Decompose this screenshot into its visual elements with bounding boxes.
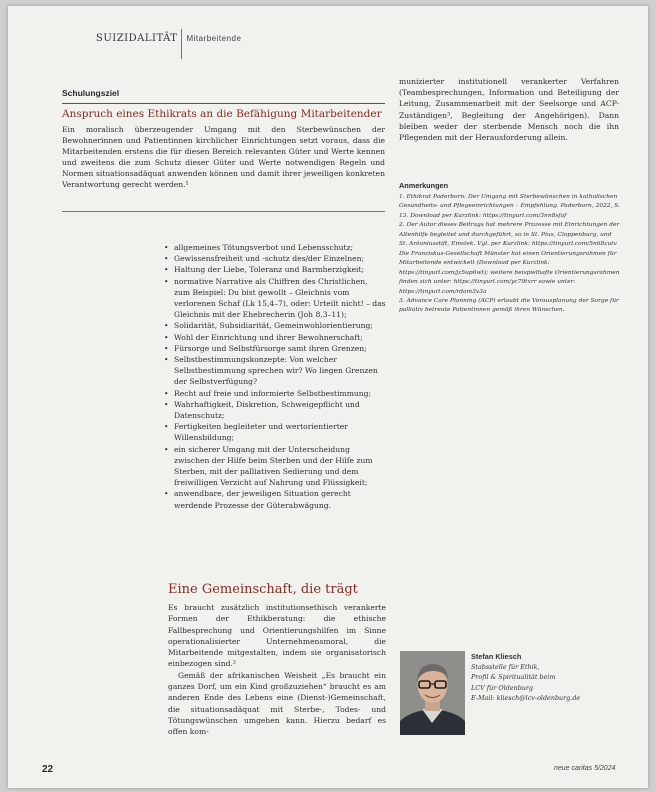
footnote: 2. Der Autor dieses Beitrags hat mehrere Prozesse mit Einrichtungen der Altenhilfe begleitet und durchgeführt, so in St. Pius, Cloppenburg, und St. Antoniusstift, Emstek. Vgl. per Kurzlink: https://tinyurl.com/5n68zutv (399, 222, 620, 248)
author-info (471, 652, 621, 703)
header-divider (181, 29, 182, 59)
list-item: • ein sicherer Umgang mit der Unterscheidung zwischen der Hilfe beim Sterben und der Hilfe zum Sterben, mit der palliativen Sedierung und dem freiwilligen Verzicht auf Nahrung und Flüssigkeit; (164, 444, 386, 489)
box-bottom-rule (62, 211, 385, 212)
paragraph: Gemäß der afrikanischen Weisheit „Es braucht ein ganzes Dorf, um ein Kind großzuziehen“ braucht es am anderen Ende des Lebens eine (Dienst-)Gemeinschaft, die situationsadäquat mit Sterbe-, Todes- und Tötungswünschen umgehen kann. Hierzu bedarf es offen kom- (168, 670, 386, 737)
subsection-label: Mitarbeitende (186, 34, 242, 43)
value-list (164, 242, 386, 511)
author-name: Stefan Kliesch (471, 652, 522, 661)
list-item: • anwendbare, der jeweiligen Situation gerecht werdende Prozesse der Güterabwägung. (164, 488, 386, 510)
box-top-rule (62, 103, 385, 104)
footnotes (399, 193, 621, 316)
author-line: Stabsstelle für Ethik, (471, 663, 540, 672)
list-item: • Fertigkeiten begleiteter und wertorientierter Willensbildung; (164, 421, 386, 443)
paragraph: Es braucht zusätzlich institutionsethisch verankerte Formen der Ethikberatung: die ethische Fallbesprechung und Orientierungshilfen im Sinne operationalisierter Unternehmensmoral, die Mitarbeitende mitgestalten, indem sie organisatorisch einbezogen sind.² (168, 603, 386, 669)
list-item: • Gewissensfreiheit und -schutz des/der Einzelnen; (164, 253, 386, 264)
box-title: Schulungsziel (62, 88, 120, 98)
list-item: • allgemeines Tötungsverbot und Lebensschutz; (164, 242, 386, 253)
box-heading: Anspruch eines Ethikrats an die Befähigung Mitarbeitender (62, 108, 382, 120)
footnote: 1. Ethikrat Paderborn: Der Umgang mit Sterbewünschen in katholischen Gesundheits- und Pflegeeinrichtungen – Empfehlung. Paderborn, 2022, S. 13. Download per Kurzlink: https://tinyurl.com/3nn8sfaf (399, 194, 621, 219)
section-body (168, 602, 386, 738)
list-item: • normative Narrative als Chiffren des Christlichen, zum Beispiel: Du bist gewollt – Gleichnis vom verlorenen Schaf (Lk 15,4–7), oder: Urteilt nicht! – das Gleichnis mit der Ehebrecherin (Joh 8,3–11); (164, 276, 386, 321)
author-email: E-Mail: kliesch@lcv-oldenburg.de (471, 693, 581, 702)
section-heading: Eine Gemeinschaft, die trägt (168, 582, 358, 597)
list-item: • Selbstbestimmungskonzepte: Von welcher Selbstbestimmung sprechen wir? Wo liegen Grenzen der Selbstverfügung? (164, 354, 386, 388)
notes-heading: Anmerkungen (399, 181, 449, 190)
author-photo (400, 651, 465, 735)
list-item: • Recht auf freie und informierte Selbstbestimmung; (164, 388, 386, 399)
list-item: • Wahrhaftigkeit, Diskretion, Schweigepflicht und Datenschutz; (164, 399, 386, 421)
footnote: 3. Advance Care Planning (ACP) erlaubt die Vorausplanung der Sorge für palliativ betreute Patientinnen gemäß ihren Wünschen. (399, 297, 619, 314)
list-item: • Solidarität, Subsidiarität, Gemeinwohlorientierung; (164, 320, 386, 331)
running-header (96, 33, 241, 59)
list-item: • Haltung der Liebe, Toleranz und Barmherzigkeit; (164, 264, 386, 275)
list-item: • Wohl der Einrichtung und ihrer Bewohnerschaft; (164, 332, 386, 343)
journal-footer: neue caritas 5/2024 (554, 765, 616, 772)
section-label: SUIZIDALITÄT (96, 33, 178, 44)
magazine-page (8, 6, 648, 788)
page-number: 22 (42, 764, 54, 775)
author-line: Profil & Spiritualität beim (471, 673, 556, 682)
box-body: Ein moralisch überzeugender Umgang mit den Sterbewünschen der Bewohnerinnen und Patientinnen kirchlicher Einrichtungen setzt voraus, dass die Mitarbeitenden erstens die für diesen Bereich relevanten Güter und Werte kennen und zweitens die zum Schutz dieser Güter und Werte notwendigen Regeln und Normen situationsadäquat anwenden können und damit ihrer jeweiligen konkreten Verantwortung gerecht werden.¹ (62, 125, 385, 190)
person-portrait-icon (400, 651, 465, 735)
footnote: Die Franziskus-Gesellschaft Münster hat einen Orientierungsrahmen für Mitarbeitende entwickelt (Download per Kurzlink: https://tinyurl.com/jz5up6wt); weitere beispielhafte Orientierungsrahmen finden sich unter: https://tinyurl.com/yc79txrr sowie unter: https://tinyurl.com/rdam3v3a (399, 250, 620, 295)
author-line: LCV für Oldenburg (471, 683, 533, 692)
right-column-text: munizierter institutionell verankerter Verfahren (Teambesprechungen, Information und Beteiligung der Leitung, Zusammenarbeit mit der Seelsorge und ACP-Zuständigen³, Begleitung der Angehörigen). Dann bleiben weder der sterbende Mensch noch die ihn Pflegenden mit der Herausforderung allein. (399, 77, 619, 143)
list-item: • Fürsorge und Selbstfürsorge samt ihren Grenzen; (164, 343, 386, 354)
